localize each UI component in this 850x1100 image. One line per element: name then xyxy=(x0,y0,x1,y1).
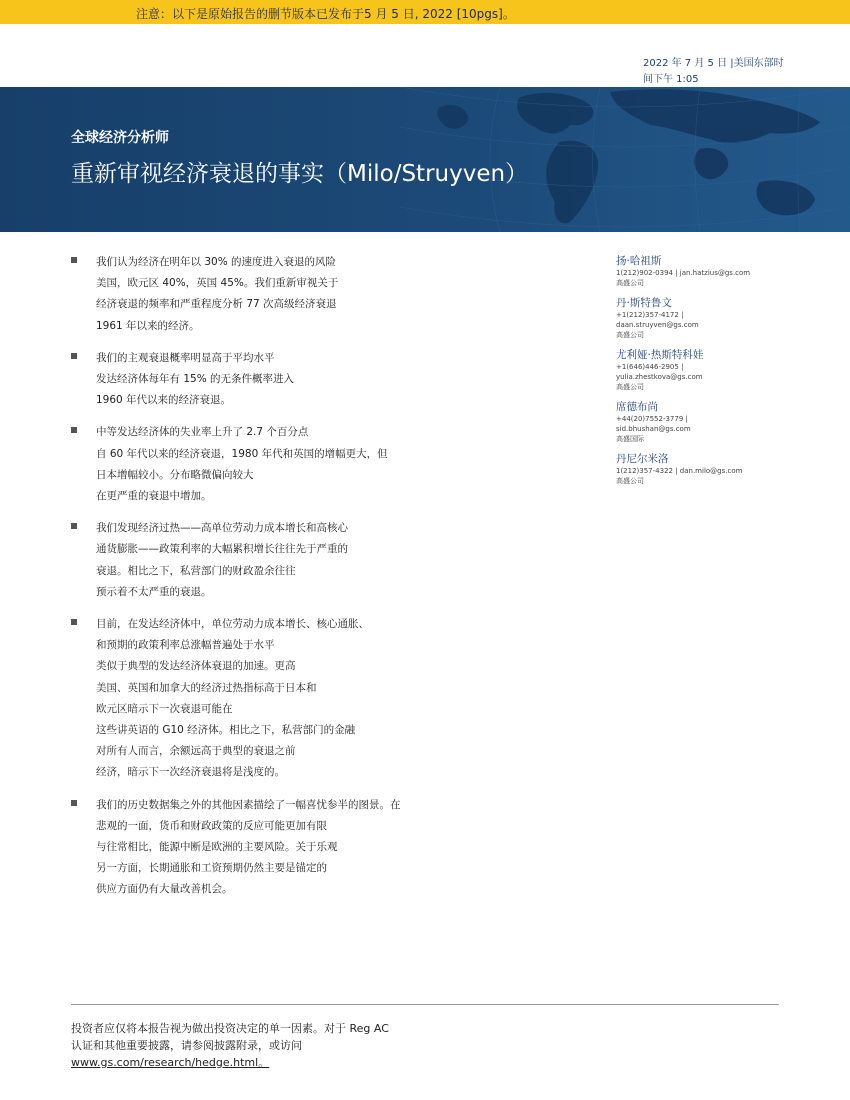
bullet-line: 目前，在发达经济体中，单位劳动力成本增长、核心通胀、 xyxy=(96,618,369,631)
author-name[interactable]: 扬·哈祖斯 xyxy=(616,255,662,267)
bullet-square-icon xyxy=(71,619,77,625)
author-entry xyxy=(616,400,816,444)
author-contact[interactable]: +1(212)357-4172 | xyxy=(616,311,684,319)
author-name[interactable]: 丹尼尔米洛 xyxy=(616,453,669,465)
disclosure-link[interactable]: www.gs.com/research/hedge.html。 xyxy=(71,1056,270,1069)
bullet-line: 通货膨胀——政策利率的大幅累积增长往往先于严重的 xyxy=(96,543,348,556)
author-contact[interactable]: +1(646)446-2905 | xyxy=(616,363,684,371)
author-contact[interactable]: sid.bhushan@gs.com xyxy=(616,425,691,433)
bullet-line: 与往常相比，能源中断是欧洲的主要风险。关于乐观 xyxy=(96,841,338,854)
page-title: 重新审视经济衰退的事实（Milo/Struyven） xyxy=(71,161,529,187)
bullet-line: 我们发现经济过热——高单位劳动力成本增长和高核心 xyxy=(96,522,348,535)
notice-text: 注意：以下是原始报告的删节版本已发布于5 月 5 日, 2022 [10pgs]。 xyxy=(136,7,515,21)
bullet-line: 自 60 年代以来的经济衰退，1980 年代和英国的增幅更大，但 xyxy=(96,447,388,460)
bullet-square-icon xyxy=(71,353,77,359)
bullet-item xyxy=(71,348,451,412)
author-firm: 高盛公司 xyxy=(616,383,644,391)
bullet-line: 在更严重的衰退中增加。 xyxy=(96,490,212,503)
bullet-line: 经济衰退的频率和严重程度分析 77 次高级经济衰退 xyxy=(96,298,337,311)
bullet-item xyxy=(71,518,451,603)
bullet-line: 我们的历史数据集之外的其他因素描绘了一幅喜忧参半的图景。在 xyxy=(96,798,401,811)
author-contact[interactable]: daan.struyven@gs.com xyxy=(616,321,699,329)
bullet-line: 另一方面，长期通胀和工资预期仍然主要是锚定的 xyxy=(96,862,327,875)
author-list xyxy=(616,254,816,494)
bullet-line: 美国，欧元区 40%，英国 45%。我们重新审视关于 xyxy=(96,277,339,290)
bullet-line: 对所有人而言，余额远高于典型的衰退之前 xyxy=(96,745,296,758)
bullet-line: 经济，暗示下一次经济衰退将是浅度的。 xyxy=(96,766,285,779)
author-entry xyxy=(616,348,816,392)
bullet-line: 中等发达经济体的失业率上升了 2.7 个百分点 xyxy=(96,426,309,439)
bullet-square-icon xyxy=(71,427,77,433)
author-firm: 高盛国际 xyxy=(616,435,644,443)
bullet-line: 美国、英国和加拿大的经济过热指标高于日本和 xyxy=(96,681,317,694)
bullet-line: 类似于典型的发达经济体衰退的加速。更高 xyxy=(96,660,296,673)
bullet-item xyxy=(71,422,451,507)
footer-divider xyxy=(71,1004,779,1005)
bullet-line: 欧元区暗示下一次衰退可能在 xyxy=(96,702,233,715)
author-entry xyxy=(616,296,816,340)
header-banner xyxy=(0,87,850,232)
bullet-item xyxy=(71,614,451,784)
author-name[interactable]: 尤利娅·热斯特科娃 xyxy=(616,349,704,361)
author-contact[interactable]: +44(20)7552-3779 | xyxy=(616,415,688,423)
bullet-square-icon xyxy=(71,523,77,529)
bullet-line: 1960 年代以来的经济衰退。 xyxy=(96,394,232,407)
bullet-line: 这些讲英语的 G10 经济体。相比之下，私营部门的金融 xyxy=(96,724,356,737)
bullet-square-icon xyxy=(71,257,77,263)
bullet-line: 我们的主观衰退概率明显高于平均水平 xyxy=(96,351,275,364)
bullet-line: 预示着不太严重的衰退。 xyxy=(96,585,212,598)
disclaimer xyxy=(71,1020,491,1071)
author-contact[interactable]: 1(212)902-0394 | jan.hatzius@gs.com xyxy=(616,269,751,277)
bullet-line: 衰退。相比之下，私营部门的财政盈余往往 xyxy=(96,564,296,577)
bullet-line: 1961 年以来的经济。 xyxy=(96,319,200,332)
bullet-line: 供应方面仍有大量改善机会。 xyxy=(96,883,233,896)
author-name[interactable]: 丹·斯特鲁文 xyxy=(616,297,672,309)
author-contact[interactable]: yulia.zhestkova@gs.com xyxy=(616,373,703,381)
author-entry xyxy=(616,254,816,288)
report-date-line: 间下午 1:05 xyxy=(643,74,699,85)
bullet-line: 我们认为经济在明年以 30% 的速度进入衰退的风险 xyxy=(96,256,337,268)
report-date-line: 2022 年 7 月 5 日 |美国东部时 xyxy=(643,58,784,69)
author-firm: 高盛公司 xyxy=(616,279,644,287)
author-name[interactable]: 席德布尚 xyxy=(616,401,658,413)
disclaimer-line: 投资者应仅将本报告视为做出投资决定的单一因素。对于 Reg AC xyxy=(71,1022,389,1035)
report-date xyxy=(643,56,803,88)
section-label: 全球经济分析师 xyxy=(71,130,169,146)
disclaimer-line: 认证和其他重要披露，请参阅披露附录，或访问 xyxy=(71,1039,302,1052)
bullet-line: 发达经济体每年有 15% 的无条件概率进入 xyxy=(96,373,295,386)
bullet-line: 和预期的政策利率总涨幅普遍处于水平 xyxy=(96,639,275,652)
notice-bar xyxy=(0,0,850,24)
bullet-item xyxy=(71,795,451,901)
author-firm: 高盛公司 xyxy=(616,331,644,339)
bullet-square-icon xyxy=(71,800,77,806)
summary-bullets xyxy=(71,252,451,912)
bullet-item xyxy=(71,252,451,337)
author-firm: 高盛公司 xyxy=(616,477,644,485)
bullet-line: 日本增幅较小。分布略微偏向较大 xyxy=(96,468,254,481)
bullet-line: 悲观的一面，货币和财政政策的反应可能更加有限 xyxy=(96,819,327,832)
author-contact[interactable]: 1(212)357-4322 | dan.milo@gs.com xyxy=(616,467,743,475)
author-entry xyxy=(616,452,816,486)
